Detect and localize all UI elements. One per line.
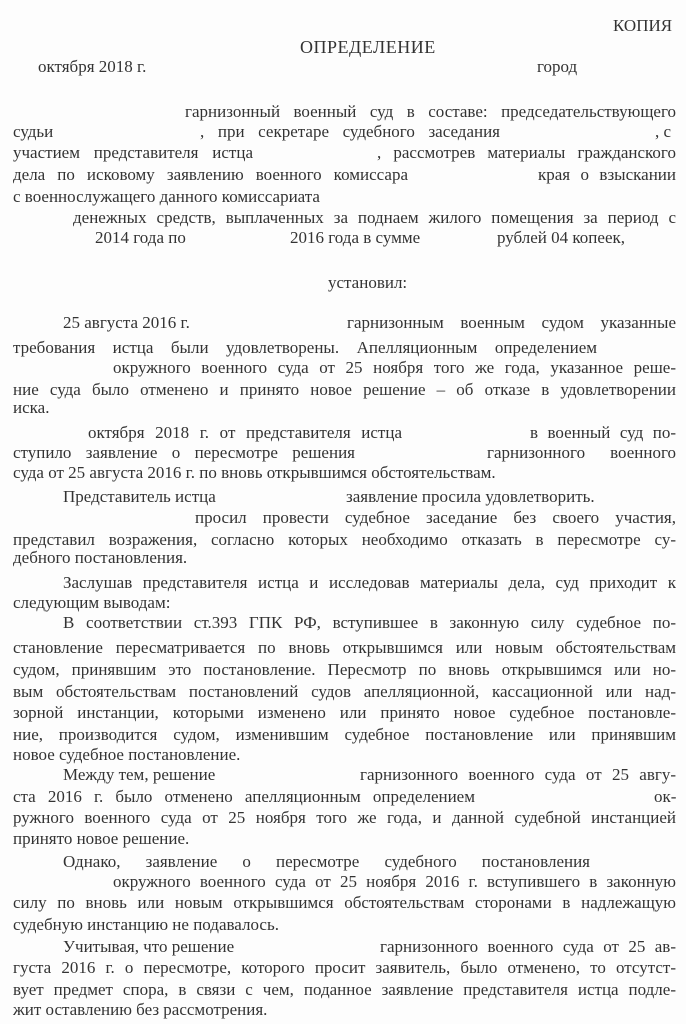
text-line: следующим выводам: bbox=[13, 593, 171, 612]
text-line: ступило заявление о пересмотре решения bbox=[13, 443, 355, 462]
text-line: вым обстоятельствам постановлений судов апелляционной, кассационной или над- bbox=[13, 682, 676, 701]
text-line: ние суда было отменено и принято новое решение – об отказе в удовлетворении bbox=[13, 380, 676, 399]
text-line: , при секретаре судебного заседания bbox=[200, 122, 500, 141]
text-line: рублей 04 копеек, bbox=[497, 228, 625, 247]
text-line: Представитель истца bbox=[63, 487, 216, 506]
text-line: дебного постановления. bbox=[13, 548, 188, 567]
text-line: силу по вновь или новым открывшимся обстоятельствам сторонами в надлежащую bbox=[13, 893, 676, 912]
text-line: участием представителя истца bbox=[13, 143, 253, 162]
text-line: окружного военного суда от 25 ноября того же года, указанное реше- bbox=[113, 358, 676, 377]
text-line: ружного военного суда от 25 ноября того же года, и данной судебной инстанцией bbox=[13, 808, 676, 827]
text-line: ок- bbox=[654, 787, 677, 806]
text-line: новое судебное постановление. bbox=[13, 745, 241, 764]
text-line: гарнизонным военным судом указанные bbox=[347, 313, 676, 332]
text-line: Между тем, решение bbox=[63, 765, 216, 784]
document-title: ОПРЕДЕЛЕНИЕ bbox=[300, 37, 436, 57]
text-line: просил провести судебное заседание без своего участия, bbox=[195, 508, 676, 527]
text-line: вует предмет спора, в связи с чем, поданное заявление представителя истца подле- bbox=[13, 980, 676, 999]
text-line: гарнизонный военный суд в составе: председательствующего bbox=[185, 102, 676, 121]
text-line: гарнизонного военного суда от 25 ав- bbox=[380, 937, 676, 956]
text-line: требования истца были удовлетворены. Апелляционным определением bbox=[13, 338, 597, 357]
text-line: судебную инстанцию не подавалось. bbox=[13, 915, 279, 934]
text-line: Однако, заявление о пересмотре судебного постановления bbox=[63, 852, 590, 871]
text-line: 2014 года по bbox=[95, 228, 186, 247]
text-line: зорной инстанции, которыми изменено или принято новое судебное постановле- bbox=[13, 703, 676, 722]
text-line: ние, производится судом, изменившим судебное постановление или принявшим bbox=[13, 725, 676, 744]
text-line: гарнизонного военного bbox=[487, 443, 676, 462]
text-line: иска. bbox=[13, 398, 50, 417]
text-line: окружного военного суда от 25 ноября 2016 г. вступившего в законную bbox=[113, 872, 676, 891]
copy-mark: КОПИЯ bbox=[613, 16, 673, 35]
text-line: 2016 года в сумме bbox=[290, 228, 421, 247]
text-line: , с bbox=[655, 122, 672, 141]
text-line: судом, принявшим это постановление. Пересмотр по вновь открывшимся или но- bbox=[13, 660, 676, 679]
text-line: денежных средств, выплаченных за поднаем жилого помещения за период с bbox=[73, 208, 676, 227]
text-line: Учитывая, что решение bbox=[63, 937, 235, 956]
text-line: жит оставлению без рассмотрения. bbox=[13, 1000, 268, 1019]
text-line: суда от 25 августа 2016 г. по вновь открывшимся обстоятельствам. bbox=[13, 463, 496, 482]
text-line: Заслушав представителя истца и исследовав материалы дела, суд приходит к bbox=[63, 573, 676, 592]
text-line: заявление просила удовлетворить. bbox=[346, 487, 595, 506]
section-heading: установил: bbox=[328, 273, 408, 292]
text-line: октября 2018 г. от представителя истца bbox=[88, 423, 402, 442]
text-line: 25 августа 2016 г. bbox=[63, 313, 190, 332]
text-line: ста 2016 г. было отменено апелляционным определением bbox=[13, 787, 475, 806]
text-line: в военный суд по- bbox=[530, 423, 676, 442]
document-city: город bbox=[537, 57, 578, 76]
text-line: В соответствии ст.393 ГПК РФ, вступившее в законную силу судебное по- bbox=[63, 613, 676, 632]
text-line: представил возражения, согласно которых необходимо отказать в пересмотре су- bbox=[13, 530, 676, 549]
text-line: края о взыскании bbox=[538, 165, 676, 184]
text-line: гарнизонного военного суда от 25 авгу- bbox=[360, 765, 676, 784]
text-line: с военнослужащего данного комиссариата bbox=[13, 187, 320, 206]
text-line: судьи bbox=[13, 122, 54, 141]
text-line: становление пересматривается по вновь открывшимся или новым обстоятельствам bbox=[13, 638, 676, 657]
text-line: , рассмотрев материалы гражданского bbox=[377, 143, 676, 162]
text-line: густа 2016 г. о пересмотре, которого просит заявитель, было отменено, то отсутст- bbox=[13, 958, 676, 977]
document-date: октября 2018 г. bbox=[38, 57, 147, 76]
text-line: дела по исковому заявлению военного комиссара bbox=[13, 165, 408, 184]
text-line: принято новое решение. bbox=[13, 829, 190, 848]
